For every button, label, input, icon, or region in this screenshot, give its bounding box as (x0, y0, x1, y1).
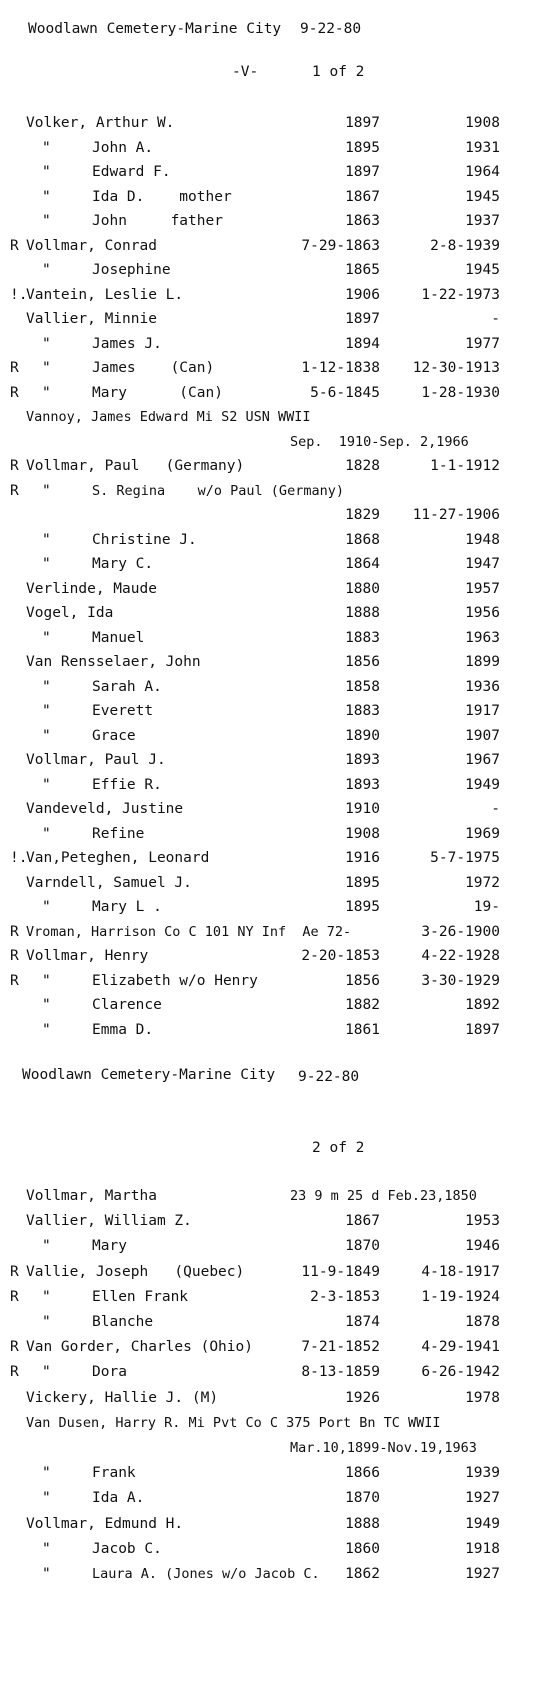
row-name: Vannoy, James Edward Mi S2 USN WWII (26, 409, 311, 425)
row-birth: 1868 (345, 531, 380, 548)
row-birth: 1856 (345, 972, 380, 989)
row-birth: 1895 (345, 899, 380, 915)
row-mark: R (10, 948, 19, 964)
row-death: - (491, 311, 500, 327)
row-name: Vickery, Hallie J. (M) (26, 1389, 219, 1406)
row-birth: 1906 (345, 286, 380, 303)
row-name: Vallie, Joseph (Quebec) (26, 1263, 245, 1280)
row-birth: 8-13-1859 (301, 1364, 380, 1381)
page2-page-number: 2 of 2 (312, 1140, 365, 1156)
row-birth: 1860 (345, 1540, 380, 1557)
row-given-name: Emma D. (92, 1021, 154, 1038)
row-birth: 1890 (345, 727, 380, 744)
row-name: " (42, 629, 51, 646)
row-name: Vollmar, Paul (Germany) (26, 458, 245, 474)
row-name: Volker, Arthur W. (26, 115, 175, 131)
row-given-name: Dora (92, 1364, 127, 1381)
page1-section: -V- (232, 64, 259, 80)
row-death: 1927 (465, 1490, 500, 1507)
row-given-name: Ellen Frank (92, 1288, 189, 1305)
row-given-name: Manuel (92, 629, 145, 646)
row-name: " (42, 997, 51, 1013)
row-death: 1907 (465, 727, 500, 744)
row-death: 1964 (465, 164, 500, 180)
row-name: " (42, 1566, 51, 1582)
row-birth: 1858 (345, 678, 380, 695)
row-name: Vollmar, Paul J. (26, 752, 166, 768)
row-name: Van,Peteghen, Leonard (26, 850, 210, 866)
row-birth: 11-9-1849 (301, 1263, 380, 1280)
row-given-name: Laura A. (Jones w/o Jacob C. (92, 1566, 320, 1582)
row-name: " (42, 1490, 51, 1507)
row-death: 1-28-1930 (421, 384, 500, 401)
row-death: 3-26-1900 (421, 923, 500, 940)
row-given-name: Ida A. (92, 1490, 145, 1507)
row-birth: 7-21-1852 (301, 1339, 380, 1356)
row-death: 1-1-1912 (430, 458, 500, 474)
row-birth: 1897 (345, 115, 380, 131)
row-death: 1946 (465, 1238, 500, 1255)
row-given-name: Frank (92, 1465, 136, 1482)
row-given-name: Blanche (92, 1314, 154, 1330)
row-name: Van Gorder, Charles (Ohio) (26, 1339, 253, 1356)
row-death: 1918 (465, 1540, 500, 1557)
row-mark: !. (10, 286, 28, 303)
row-death: 1948 (465, 531, 500, 548)
row-death: 1963 (465, 629, 500, 646)
row-given-name: Effie R. (92, 776, 162, 793)
row-given-name: S. Regina w/o Paul (Germany) (92, 482, 344, 499)
row-death: 1945 (465, 188, 500, 205)
row-name: " (42, 188, 51, 205)
row-name: " (42, 164, 51, 180)
row-birth: 1916 (345, 850, 380, 866)
row-birth: 1897 (345, 311, 380, 327)
row-death: 1936 (465, 678, 500, 695)
row-birth: 1926 (345, 1389, 380, 1406)
row-death: 1931 (465, 139, 500, 156)
row-name: " (42, 1238, 51, 1255)
row-birth: 1893 (345, 752, 380, 768)
row-mark: R (10, 384, 19, 401)
row-name: Van Rensselaer, John (26, 654, 201, 670)
row-name: " (42, 727, 51, 744)
row-birth: 1888 (345, 605, 380, 621)
row-given-name: Mary L . (92, 899, 162, 915)
row-death: 1908 (465, 115, 500, 131)
row-name: Vroman, Harrison Co C 101 NY Inf Ae 72- (26, 923, 352, 940)
row-name: " (42, 213, 51, 229)
row-given-name: Mary (92, 1238, 127, 1255)
row-name: Vollmar, Martha (26, 1188, 157, 1204)
row-birth: 1867 (345, 1213, 380, 1230)
row-mark: R (10, 360, 19, 376)
row-name: Vandeveld, Justine (26, 801, 184, 817)
row-given-name: Grace (92, 727, 136, 744)
row-name: " (42, 703, 51, 719)
row-death: 1899 (465, 654, 500, 670)
row-name: " (42, 531, 51, 548)
row-birth: 1882 (345, 997, 380, 1013)
row-name: Vollmar, Edmund H. (26, 1515, 184, 1532)
row-birth: 1866 (345, 1465, 380, 1482)
row-name: " (42, 384, 51, 401)
row-death: 1897 (465, 1021, 500, 1038)
row-death: 1972 (465, 874, 500, 891)
row-death: 1957 (465, 580, 500, 597)
row-name: Verlinde, Maude (26, 580, 157, 597)
row-birth: Sep. 1910-Sep. 2,1966 (290, 433, 469, 450)
row-name: " (42, 1364, 51, 1381)
row-name: Vallier, Minnie (26, 311, 157, 327)
row-death: 1-19-1924 (421, 1288, 500, 1305)
row-given-name: Mary C. (92, 556, 154, 572)
row-birth: 1874 (345, 1314, 380, 1330)
row-death: 1978 (465, 1389, 500, 1406)
row-birth: 1880 (345, 580, 380, 597)
row-birth: 1863 (345, 213, 380, 229)
row-name: " (42, 482, 51, 499)
row-birth: 7-29-1863 (301, 237, 380, 254)
row-death: 19- (473, 899, 500, 915)
row-given-name: James J. (92, 335, 162, 352)
row-name: Vantein, Leslie L. (26, 286, 184, 303)
row-birth: 23 9 m 25 d Feb.23,1850 (290, 1188, 477, 1204)
row-name: " (42, 139, 51, 156)
row-death: 3-30-1929 (421, 972, 500, 989)
row-birth: 1883 (345, 629, 380, 646)
row-death: 6-26-1942 (421, 1364, 500, 1381)
row-birth: 1829 (345, 507, 380, 523)
row-name: " (42, 825, 51, 842)
row-birth: 1893 (345, 776, 380, 793)
row-death: 5-7-1975 (430, 850, 500, 866)
row-given-name: Edward F. (92, 164, 171, 180)
row-death: 1969 (465, 825, 500, 842)
row-death: 1967 (465, 752, 500, 768)
row-given-name: James (Can) (92, 360, 215, 376)
row-death: 1977 (465, 335, 500, 352)
row-name: " (42, 1314, 51, 1330)
row-name: Vallier, William Z. (26, 1213, 192, 1230)
row-name: " (42, 776, 51, 793)
row-death: 2-8-1939 (430, 237, 500, 254)
row-name: Vollmar, Henry (26, 948, 149, 964)
row-name: " (42, 899, 51, 915)
row-birth: 1865 (345, 262, 380, 278)
row-mark: R (10, 1339, 19, 1356)
row-birth: 1862 (345, 1566, 380, 1582)
row-birth: 1888 (345, 1515, 380, 1532)
row-death: 1947 (465, 556, 500, 572)
row-death: 1878 (465, 1314, 500, 1330)
row-birth: 1-12-1838 (301, 360, 380, 376)
row-given-name: Ida D. mother (92, 188, 232, 205)
row-birth: 1864 (345, 556, 380, 572)
page1-page-number: 1 of 2 (312, 64, 365, 80)
row-death: 1927 (465, 1566, 500, 1582)
row-name: Vollmar, Conrad (26, 237, 157, 254)
page2-header: Woodlawn Cemetery-Marine City (22, 1067, 276, 1083)
page1-date: 9-22-80 (300, 21, 362, 37)
row-birth: 1894 (345, 335, 380, 352)
row-birth: 1856 (345, 654, 380, 670)
row-birth: 1883 (345, 703, 380, 719)
row-given-name: Josephine (92, 262, 171, 278)
row-birth: 2-3-1853 (310, 1288, 380, 1305)
row-death: 1949 (465, 1515, 500, 1532)
row-given-name: Clarence (92, 997, 162, 1013)
row-mark: R (10, 458, 19, 474)
row-given-name: Sarah A. (92, 678, 162, 695)
row-name: " (42, 262, 51, 278)
row-death: 4-22-1928 (421, 948, 500, 964)
row-mark: R (10, 923, 19, 940)
row-name: " (42, 556, 51, 572)
row-birth: 1870 (345, 1490, 380, 1507)
row-name: Van Dusen, Harry R. Mi Pvt Co C 375 Port Bn TC WWII (26, 1414, 441, 1431)
row-death: 4-29-1941 (421, 1339, 500, 1356)
row-death: 4-18-1917 (421, 1263, 500, 1280)
row-birth: 2-20-1853 (301, 948, 380, 964)
row-birth: Mar.10,1899-Nov.19,1963 (290, 1440, 477, 1456)
row-death: 12-30-1913 (412, 360, 500, 376)
row-birth: 1895 (345, 139, 380, 156)
row-mark: R (10, 1263, 19, 1280)
row-name: " (42, 972, 51, 989)
row-name: Varndell, Samuel J. (26, 874, 192, 891)
row-death: - (491, 801, 500, 817)
row-birth: 1910 (345, 801, 380, 817)
row-name: " (42, 678, 51, 695)
row-given-name: Everett (92, 703, 154, 719)
row-mark: R (10, 1364, 19, 1381)
row-name: " (42, 1540, 51, 1557)
row-birth: 1870 (345, 1238, 380, 1255)
row-given-name: John father (92, 213, 223, 229)
row-birth: 1897 (345, 164, 380, 180)
row-death: 1939 (465, 1465, 500, 1482)
page2-date: 9-22-80 (298, 1069, 360, 1085)
row-mark: R (10, 237, 19, 254)
row-given-name: Jacob C. (92, 1540, 162, 1557)
row-birth: 1861 (345, 1021, 380, 1038)
row-birth: 1895 (345, 874, 380, 891)
row-death: 1953 (465, 1213, 500, 1230)
page1-header: Woodlawn Cemetery-Marine City (28, 21, 282, 37)
row-name: Vogel, Ida (26, 605, 114, 621)
row-mark: R (10, 482, 19, 499)
row-given-name: John A. (92, 139, 154, 156)
row-given-name: Christine J. (92, 531, 197, 548)
row-given-name: Refine (92, 825, 145, 842)
row-mark: !. (10, 850, 28, 866)
row-death: 1945 (465, 262, 500, 278)
row-birth: 1867 (345, 188, 380, 205)
row-name: " (42, 1465, 51, 1482)
row-name: " (42, 360, 51, 376)
row-death: 1917 (465, 703, 500, 719)
row-name: " (42, 1288, 51, 1305)
row-birth: 5-6-1845 (310, 384, 380, 401)
row-death: 11-27-1906 (412, 507, 500, 523)
row-given-name: Elizabeth w/o Henry (92, 972, 258, 989)
row-birth: 1828 (345, 458, 380, 474)
row-death: 1892 (465, 997, 500, 1013)
row-death: 1-22-1973 (421, 286, 500, 303)
row-death: 1949 (465, 776, 500, 793)
row-death: 1956 (465, 605, 500, 621)
row-name: " (42, 1021, 51, 1038)
row-mark: R (10, 972, 19, 989)
row-death: 1937 (465, 213, 500, 229)
row-mark: R (10, 1288, 19, 1305)
row-name: " (42, 335, 51, 352)
row-given-name: Mary (Can) (92, 384, 223, 401)
row-birth: 1908 (345, 825, 380, 842)
